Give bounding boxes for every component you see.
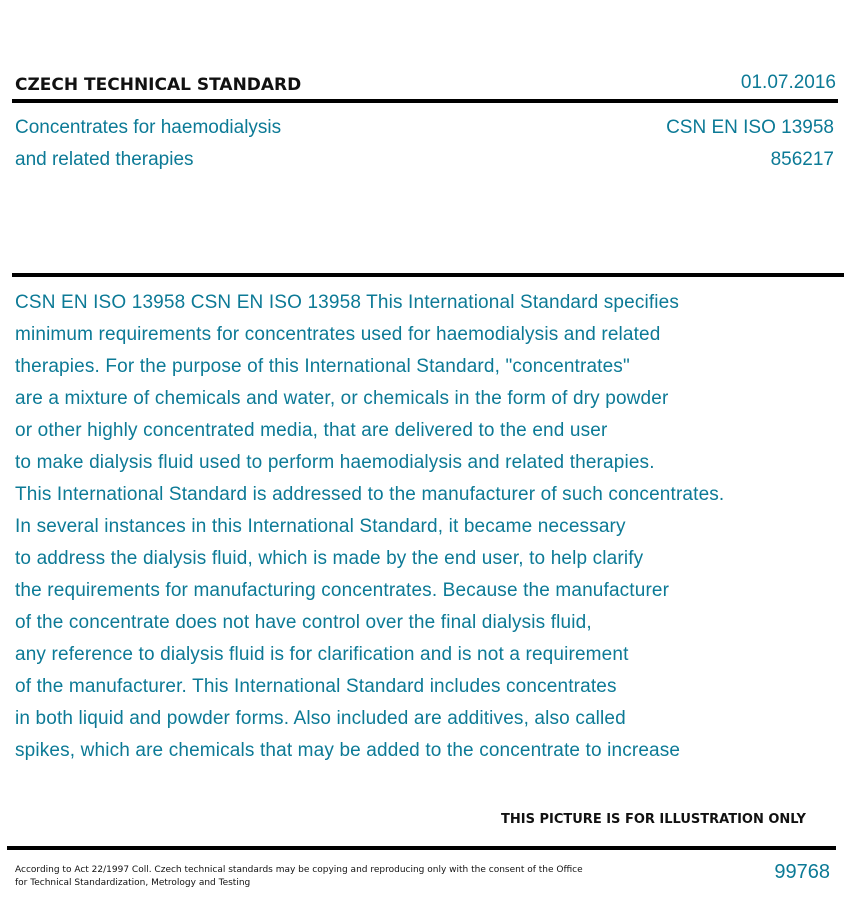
- abstract-line: CSN EN ISO 13958 CSN EN ISO 13958 This International Standard specifies: [15, 292, 680, 313]
- abstract-line: In several instances in this International Standard, it became necessary: [15, 516, 626, 537]
- illustration-notice: THIS PICTURE IS FOR ILLUSTRATION ONLY: [501, 812, 806, 827]
- publication-date: 01.07.2016: [740, 72, 836, 93]
- abstract-line: are a mixture of chemicals and water, or chemicals in the form of dry powder: [15, 388, 669, 409]
- abstract-line: This International Standard is addressed to the manufacturer of such concentrates.: [15, 484, 725, 505]
- legal-notice-line-2: for Technical Standardization, Metrology and Testing: [15, 878, 251, 888]
- abstract-line: any reference to dialysis fluid is for clarification and is not a requirement: [15, 644, 629, 665]
- subject-line-1: Concentrates for haemodialysis: [15, 117, 282, 138]
- abstract-line: of the concentrate does not have control over the final dialysis fluid,: [15, 612, 592, 633]
- subject-line-2: and related therapies: [15, 149, 194, 170]
- abstract-line: to make dialysis fluid used to perform haemodialysis and related therapies.: [15, 452, 655, 473]
- standard-type-title: CZECH TECHNICAL STANDARD: [15, 75, 302, 95]
- header-divider: [12, 99, 838, 103]
- document-number: 99768: [774, 861, 830, 883]
- abstract-line: to address the dialysis fluid, which is made by the end user, to help clarify: [15, 548, 644, 569]
- abstract-line: of the manufacturer. This International Standard includes concentrates: [15, 676, 617, 697]
- legal-notice-line-1: According to Act 22/1997 Coll. Czech technical standards may be copying and reproducing only with the consent of the Office: [15, 865, 583, 875]
- abstract-line: the requirements for manufacturing concentrates. Because the manufacturer: [15, 580, 670, 601]
- abstract-line: therapies. For the purpose of this International Standard, "concentrates": [15, 356, 630, 377]
- footer-divider: [7, 846, 836, 850]
- abstract-line: minimum requirements for concentrates used for haemodialysis and related: [15, 324, 661, 345]
- body-divider: [12, 273, 844, 277]
- abstract-line: in both liquid and powder forms. Also included are additives, also called: [15, 708, 626, 729]
- standard-code: CSN EN ISO 13958: [666, 117, 834, 138]
- legal-notice: [15, 864, 583, 890]
- abstract-line: spikes, which are chemicals that may be added to the concentrate to increase: [15, 740, 681, 761]
- abstract-line: or other highly concentrated media, that are delivered to the end user: [15, 420, 608, 441]
- standard-abstract: [15, 287, 815, 767]
- classification-number: 856217: [770, 149, 834, 170]
